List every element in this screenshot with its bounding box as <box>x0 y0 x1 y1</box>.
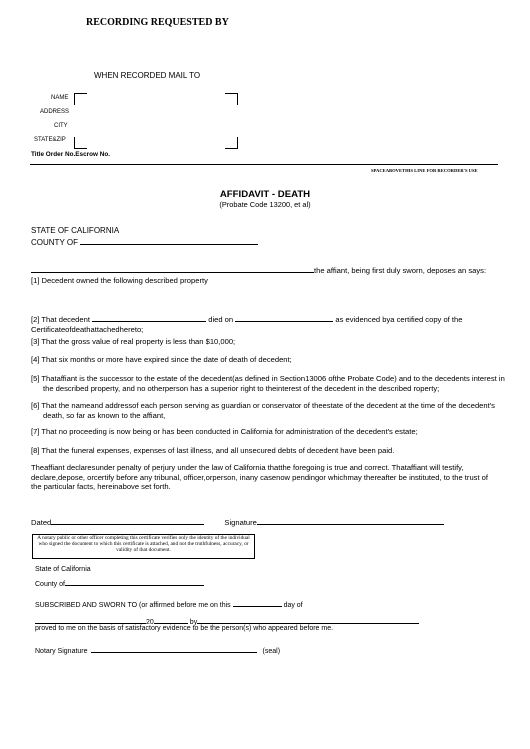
address-box-corner-bottom-right <box>225 137 238 149</box>
subscribed-month-field[interactable] <box>35 614 146 624</box>
title-order-escrow-label: Title Order No.Escrow No. <box>31 151 111 158</box>
address-label: ADDRESS <box>40 109 70 115</box>
item-6: [6] That the nameand addressof each person serving as guardian or conservator of theestate of the decedent at the time of the decedent's death, so far as known to the affiant, <box>31 401 495 420</box>
item-2-died-on-label: died on <box>208 315 234 324</box>
recording-requested-by: RECORDING REQUESTED BY <box>86 17 229 28</box>
county-field[interactable] <box>80 235 258 245</box>
affiant-statement: the affiant, being first duly sworn, deposes an says: <box>314 266 487 275</box>
item-2-certificate: Certificateofdeathattachedhereto; <box>31 324 144 334</box>
proved-statement: proved to me on the basis of satisfactory evidence to be the person(s) who appeared before me. <box>35 625 334 632</box>
item-8: [8] That the funeral expenses, expenses of last illness, and all unsecured debts of decedent have been paid. <box>31 446 395 455</box>
item-3: [3] That the gross value of real property is less than $10,000; <box>31 337 236 346</box>
declaration: Theaffiant declaresunder penalty of perjury under the law of California thatthe foregoing is true and correct. Thataffiant will testify, declare,depose, orcertify before any tribunal, officer,orperson, inany casenow pendingor whichmay thereafter be instituted, to the trust of the particular facts, hereinabove set forth. <box>31 463 489 492</box>
when-recorded-mail-to: WHEN RECORDED MAIL TO <box>94 71 201 80</box>
notary-county-label: County of <box>35 581 65 588</box>
notary-county-field[interactable] <box>65 576 204 586</box>
year-label: 20 <box>146 619 154 626</box>
notary-signature-label: Notary Signature <box>35 648 88 655</box>
item-2 <box>31 312 501 334</box>
notary-notice-box <box>32 534 255 559</box>
day-of-label: day of <box>283 602 303 609</box>
year-field[interactable] <box>154 614 188 624</box>
venue-state: STATE OF CALIFORNIA <box>31 226 120 235</box>
address-box-corner-top-right <box>225 93 238 105</box>
by-name-field[interactable] <box>197 614 419 624</box>
notary-state: State of California <box>35 566 91 573</box>
address-box-corner-bottom-left <box>74 137 87 149</box>
notary-signature-row <box>35 643 280 655</box>
notary-notice-text: A notary public or other officer completing this certificate verifies only the identity of the individual who signed the document to which this certificate is attached, and not the truthfulness, accuracy, or validity of that document. <box>37 535 250 553</box>
decedent-name-field[interactable] <box>92 312 206 322</box>
document-title: AFFIDAVIT - DEATH <box>219 189 311 200</box>
recorder-divider <box>30 164 498 165</box>
notary-county <box>35 576 204 588</box>
item-5: [5] Thataffiant is the successor to the estate of the decedent(as defined in Section13006 ofthe Probate Code) and to the decedents interest in the described property, and no otherperson has a superior right to theinterest of the decedent in the described roperty; <box>31 374 505 393</box>
document-subtitle: (Probate Code 13200, et al) <box>219 200 311 209</box>
signature-field[interactable] <box>257 515 444 525</box>
affiant-name-field[interactable] <box>31 263 314 273</box>
by-label: by <box>189 619 198 626</box>
city-label: CITY <box>54 123 68 129</box>
dated-label: Dated <box>31 518 52 527</box>
address-box-corner-top-left <box>74 93 87 105</box>
seal-label: (seal) <box>262 648 281 655</box>
subscribed-row <box>35 597 303 609</box>
subscribed-day-field[interactable] <box>233 597 282 607</box>
dated-field[interactable] <box>51 515 204 525</box>
venue-county-label: COUNTY OF <box>31 238 78 247</box>
signature-label: Signature <box>224 518 257 527</box>
date-of-death-field[interactable] <box>235 312 333 322</box>
venue-county <box>31 235 258 247</box>
item-1: [1] Decedent owned the following described property <box>31 276 208 285</box>
item-4: [4] That six months or more have expired since the date of death of decedent; <box>31 355 292 364</box>
notary-signature-field[interactable] <box>91 643 257 653</box>
recorder-space-note: SPACEABOVETHIS LINE FOR RECORDER'S USE <box>371 168 478 173</box>
item-2-decedent-label: [2] That decedent <box>31 315 90 324</box>
state-zip-label: STATE&ZIP <box>34 137 66 143</box>
item-7: [7] That no proceeding is now being or has been conducted in California for administration of the decedent's estate; <box>31 427 418 436</box>
affiant-line <box>31 263 486 275</box>
name-label: NAME <box>51 95 69 101</box>
item-2-evidence-label: as evidenced bya certified copy of the <box>335 315 463 324</box>
subscribed-label: SUBSCRIBED AND SWORN TO (or affirmed before me on this <box>35 602 231 609</box>
signature-row <box>31 515 444 527</box>
